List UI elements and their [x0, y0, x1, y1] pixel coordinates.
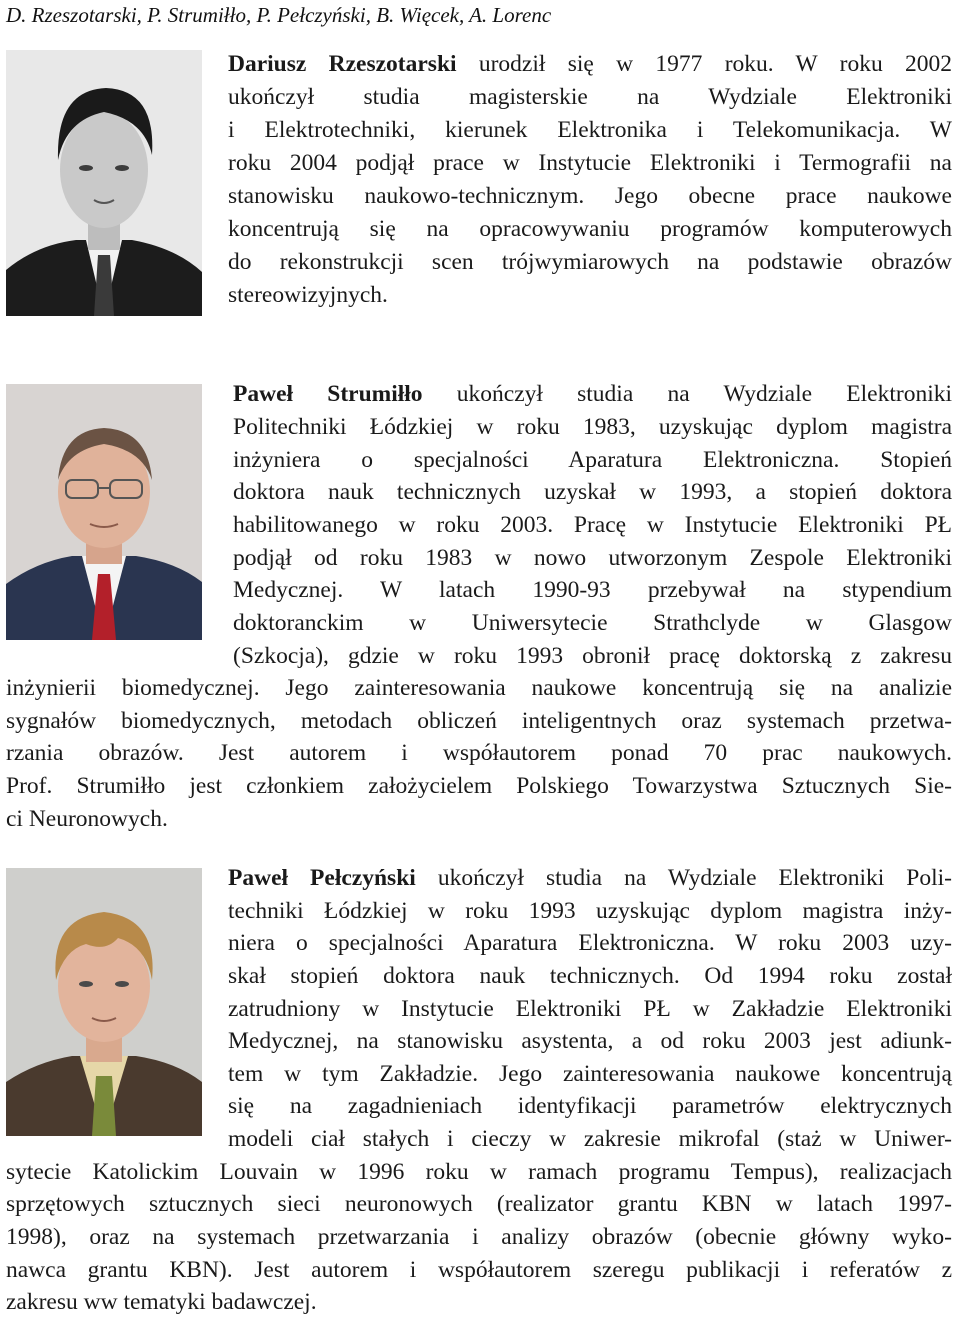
bio-3-line-11: sprzętowych sztucznych sieci neuronowych (realizator grantu KBN w latach 1997-: [6, 1191, 952, 1217]
bio-1-line-8: stereowizyjnych.: [228, 282, 388, 308]
bio-2-line-2: Politechniki Łódzkiej w roku 1983, uzyskując dyplom magistra: [233, 414, 952, 440]
bio-2-line-5: habilitowanego w roku 2003. Pracę w Instytucie Elektroniki PŁ: [233, 512, 952, 538]
bio-2-line-10: inżynierii biomedycznej. Jego zainteresowania naukowe koncentrują się na analizie: [6, 675, 952, 701]
bio-2-line-13: Prof. Strumiłło jest członkiem założycielem Polskiego Towarzystwa Sztucznych Sie-: [6, 773, 952, 799]
bio-2-line-12: rzania obrazów. Jest autorem i współautorem ponad 70 prac naukowych.: [6, 740, 952, 766]
bio-1-line-6: koncentrują się na opracowywaniu programów komputerowych: [228, 216, 952, 242]
portrait-photo-rzeszotarski: [6, 50, 202, 316]
bio-2-name: Paweł Strumiłło: [233, 381, 423, 407]
bio-2-line-1: Paweł Strumiłło ukończył studia na Wydziale Elektroniki: [233, 381, 953, 407]
portrait-photo-strumillo: [6, 384, 202, 640]
bio-2-line-4: doktora nauk technicznych uzyskał w 1993, a stopień doktora: [233, 479, 952, 505]
portrait-photo-pelczynski: [6, 868, 202, 1136]
bio-3-line-12: 1998), oraz na systemach przetwarzania i analizy obrazów (obecnie główny wyko-: [6, 1224, 952, 1250]
bio-1-line-5: stanowisku naukowo-technicznym. Jego obecne prace naukowe: [228, 183, 952, 209]
bio-1-name: Dariusz Rzeszotarski: [228, 51, 457, 77]
bio-2-line-3: inżyniera o specjalności Aparatura Elektroniczna. Stopień: [233, 447, 952, 473]
bio-1-line-3: i Elektrotechniki, kierunek Elektronika i Telekomunikacja. W: [228, 117, 952, 143]
bio-1-line-2: ukończył studia magisterskie na Wydziale Elektroniki: [228, 84, 952, 110]
bio-2-line-9: (Szkocja), gdzie w roku 1993 obronił pracę doktorską z zakresu: [233, 643, 952, 669]
bio-3-line-7: tem w tym Zakładzie. Jego zainteresowania naukowe koncentrują: [228, 1061, 952, 1087]
bio-3-line-10: sytecie Katolickim Louvain w 1996 roku w ramach programu Tempus), realizacjach: [6, 1159, 952, 1185]
bio-2-line-6: podjął od roku 1983 w nowo utworzonym Zespole Elektroniki: [233, 545, 952, 571]
bio-2-line-8: doktoranckim w Uniwersytecie Strathclyde w Glasgow: [233, 610, 952, 636]
bio-1-line-7: do rekonstrukcji scen trójwymiarowych na podstawie obrazów: [228, 249, 952, 275]
bio-3-line-6: Medycznej, na stanowisku asystenta, a od roku 2003 jest adiunk-: [228, 1028, 952, 1054]
bio-1-line-1: Dariusz Rzeszotarski urodził się w 1977 roku. W roku 2002: [228, 51, 953, 77]
bio-3-line-3: niera o specjalności Aparatura Elektroniczna. W roku 2003 uzy-: [228, 930, 952, 956]
bio-3-line-13: nawca grantu KBN). Jest autorem i współautorem szeregu publikacji i referatów z: [6, 1257, 952, 1283]
bio-3-line-9: modeli ciał stałych i cieczy w zakresie mikrofal (staż w Uniwer-: [228, 1126, 952, 1152]
bio-2-line-7: Medycznej. W latach 1990-93 przebywał na stypendium: [233, 577, 952, 603]
bio-2-line-11: sygnałów biomedycznych, metodach obliczeń inteligentnych oraz systemach przetwa-: [6, 708, 952, 734]
bio-3-line-14: zakresu ww tematyki badawczej.: [6, 1289, 317, 1315]
bio-3-line-5: zatrudniony w Instytucie Elektroniki PŁ w Zakładzie Elektroniki: [228, 996, 952, 1022]
bio-3-line-4: skał stopień doktora nauk technicznych. Od 1994 roku został: [228, 963, 952, 989]
bio-3-name: Paweł Pełczyński: [228, 865, 416, 891]
bio-3-line-8: się na zagadnieniach identyfikacji parametrów elektrycznych: [228, 1093, 952, 1119]
bio-3-line-1: Paweł Pełczyński ukończył studia na Wydziale Elektroniki Poli-: [228, 865, 952, 891]
bio-3-line-2: techniki Łódzkiej w roku 1993 uzyskując dyplom magistra inży-: [228, 898, 952, 924]
running-header: D. Rzeszotarski, P. Strumiłło, P. Pełczyński, B. Więcek, A. Lorenc: [6, 3, 552, 27]
bio-2-line-14: ci Neuronowych.: [6, 806, 168, 832]
bio-1-line-4: roku 2004 podjął prace w Instytucie Elektroniki i Termografii na: [228, 150, 952, 176]
